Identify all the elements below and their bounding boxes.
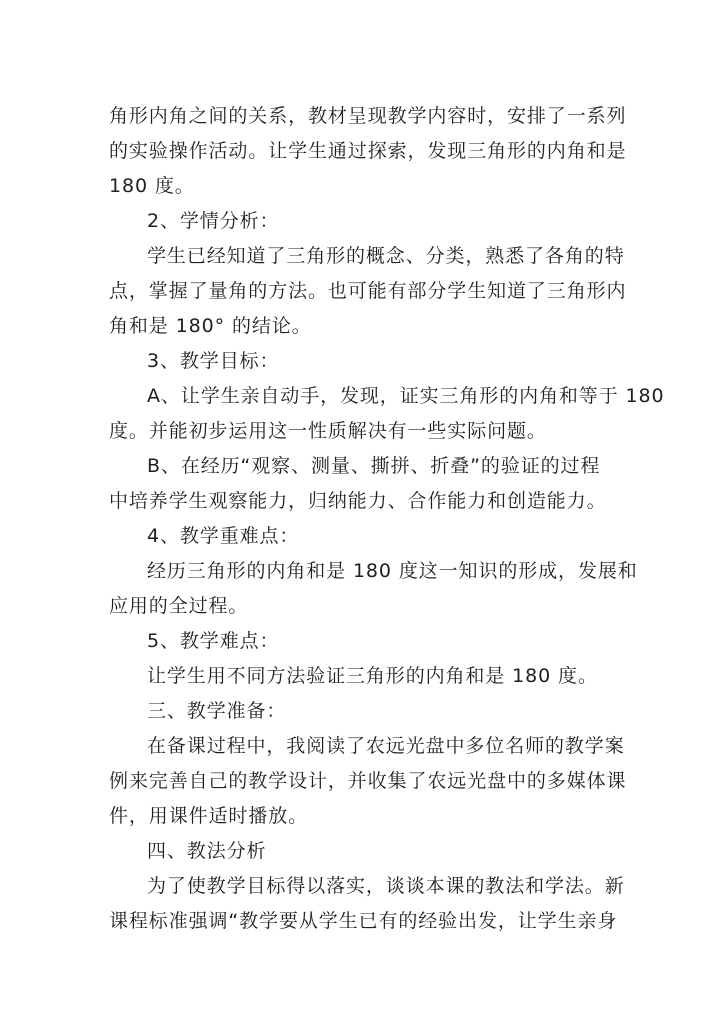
text-line: 中培养学生观察能力，归纳能力、合作能力和创造能力。 xyxy=(109,490,607,512)
text-line: 为了使教学目标得以落实，谈谈本课的教法和学法。新 xyxy=(147,875,625,897)
text-line: 在备课过程中，我阅读了农远光盘中多位名师的教学案 xyxy=(147,735,625,757)
text-line: B、在经历“观察、测量、撕拼、折叠”的验证的过程 xyxy=(147,455,601,477)
text-line: 度。并能初步运用这一性质解决有一些实际问题。 xyxy=(109,420,547,442)
text-line: 让学生用不同方法验证三角形的内角和是 180 度。 xyxy=(147,665,598,687)
section-heading: 四、教法分析 xyxy=(147,840,267,862)
section-heading: 3、教学目标： xyxy=(147,350,280,372)
section-heading: 5、教学难点： xyxy=(147,630,280,652)
text-line: 课程标准强调“教学要从学生已有的经验出发，让学生亲身 xyxy=(109,910,618,932)
text-line: 点，掌握了量角的方法。也可能有部分学生知道了三角形内 xyxy=(109,280,627,302)
section-heading: 2、学情分析： xyxy=(147,210,280,232)
text-line: 件，用课件适时播放。 xyxy=(109,805,309,827)
text-line: 180 度。 xyxy=(109,175,195,197)
text-line: 角形内角之间的关系，教材呈现教学内容时，安排了一系列 xyxy=(109,105,627,127)
text-line: 角和是 180° 的结论。 xyxy=(109,315,312,337)
section-heading: 三、教学准备： xyxy=(147,700,287,722)
text-line: 学生已经知道了三角形的概念、分类，熟悉了各角的特 xyxy=(147,245,625,267)
text-line: 的实验操作活动。让学生通过探索，发现三角形的内角和是 xyxy=(109,140,627,162)
section-heading: 4、教学重难点： xyxy=(147,525,300,547)
text-line: 例来完善自己的教学设计，并收集了农远光盘中的多媒体课 xyxy=(109,770,627,792)
text-line: 应用的全过程。 xyxy=(109,595,249,617)
text-line: A、让学生亲自动手，发现，证实三角形的内角和等于 180 xyxy=(147,385,665,407)
text-line: 经历三角形的内角和是 180 度这一知识的形成，发展和 xyxy=(147,560,638,582)
